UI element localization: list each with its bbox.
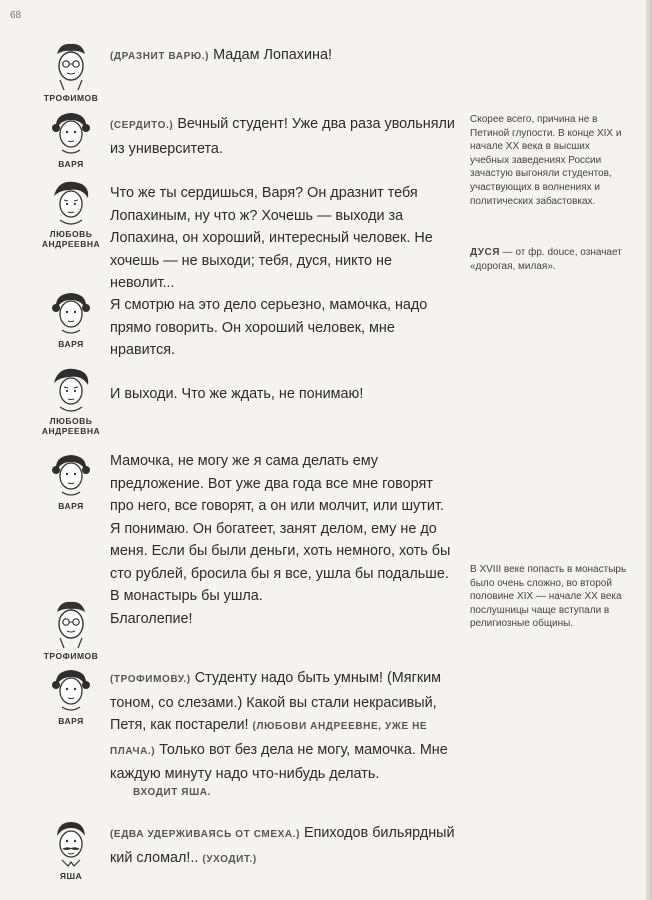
portrait-lyubov-andreevna [36,365,106,436]
speaker-name: ВАРЯ [58,501,84,511]
page-number: 68 [10,10,22,21]
lyubov-andreevna-portrait-icon [48,178,94,228]
stage-direction-inline: (УХОДИТ.) [202,853,257,865]
varya-portrait-icon [48,665,94,715]
portrait-lyubov-andreevna [36,178,106,249]
margin-note [470,563,630,631]
page-gutter-shadow [646,0,652,900]
dialogue-text: Вечный студент! Уже два раза увольняли из университета. [110,116,455,157]
dialogue-text: Только вот без дела не могу, мамочка. Мне каждую минуту надо что-нибудь делать. [110,741,448,782]
portrait-varya [36,108,106,169]
dialogue-line [110,608,455,631]
note-text: — от фр. douce, означает «дорогая, милая». [470,247,622,272]
dialogue-text: Мадам Лопахина! [209,47,332,63]
dialogue-text: Я смотрю на это дело серьезно, мамочка, надо прямо говорить. Он хороший человек, мне нравится. [110,297,428,358]
portrait-trofimov [36,40,106,103]
dialogue-line [110,182,455,295]
portrait-yasha [36,818,106,881]
dialogue-line [110,667,455,786]
speaker-name: ВАРЯ [58,716,84,726]
stage-direction-inline: (ДРАЗНИТ ВАРЮ.) [110,51,210,62]
stage-direction-inline: (ЕДВА УДЕРЖИВАЯСЬ ОТ СМЕХА.) [110,829,300,840]
speaker-name: ВАРЯ [58,339,84,349]
dialogue-line [110,44,455,69]
lyubov-andreevna-portrait-icon [48,365,94,415]
dialogue-text: Епиходов бильярдный кий сломал!.. [110,825,455,866]
dialogue-text: И выходи. Что же ждать, не понимаю! [110,386,364,402]
speaker-name: ЛЮБОВЬ АНДРЕЕВНА [41,416,101,436]
trofimov-portrait-icon [48,40,94,92]
margin-note [470,246,630,273]
dialogue-text: Студенту надо быть умным! (Мягким тоном, со слезами.) Какой вы стали некрасивый, Петя, как постарели! [110,670,442,733]
speaker-name: ЯША [59,871,83,881]
dialogue-line [110,383,455,406]
trofimov-portrait-icon [48,598,94,650]
speaker-name: ВАРЯ [58,159,84,169]
portrait-varya [36,450,106,511]
speaker-name: ТРОФИМОВ [43,93,99,103]
portrait-trofimov [36,598,106,661]
stage-direction-inline: (ЛЮБОВИ АНДРЕЕВНЕ, УЖЕ НЕ ПЛАЧА.) [110,721,428,757]
note-text: Скорее всего, причина не в Петиной глупости. В конце XIX и начале XX века в высших учебных заведениях России зачастую выгоняли студентов, участвующих в волнениях и политических забастовках. [470,114,622,207]
note-term: ДУСЯ [470,247,500,258]
varya-portrait-icon [48,288,94,338]
margin-note [470,113,630,208]
stage-direction: ВХОДИТ ЯША. [133,787,211,798]
speaker-name: ТРОФИМОВ [43,651,99,661]
dialogue-text: Благолепие! [110,611,193,627]
dialogue-line [110,450,455,608]
note-text: В XVIII веке попасть в монастырь было очень сложно, во второй половине XIX — начале XX века послушницы чаще вступали в религиозные общины. [470,564,627,630]
dialogue-line [110,822,455,871]
dialogue-line [110,294,455,362]
speaker-name: ЛЮБОВЬ АНДРЕЕВНА [41,229,101,249]
dialogue-text: Мамочка, не могу же я сама делать ему предложение. Вот уже два года все мне говорят про него, все говорят, а он или молчит, или шутит. Я понимаю. Он богатеет, занят делом, ему не до меня. Если бы были деньги, хоть немного, хоть бы сто рублей, бросила бы я все, ушла бы подальше. В монастырь бы ушла. [110,453,451,604]
yasha-portrait-icon [48,818,94,870]
dialogue-text: Что же ты сердишься, Варя? Он дразнит тебя Лопахиным, ну что ж? Хочешь — выходи за Лопахина, он хороший, интересный человек. Не хочешь — не выходи; тебя, дуся, никто не неволит... [110,185,433,291]
portrait-varya [36,288,106,349]
stage-direction-inline: (СЕРДИТО.) [110,120,174,131]
varya-portrait-icon [48,450,94,500]
varya-portrait-icon [48,108,94,158]
stage-direction-inline: (ТРОФИМОВУ.) [110,674,191,685]
portrait-varya [36,665,106,726]
dialogue-line [110,113,455,160]
